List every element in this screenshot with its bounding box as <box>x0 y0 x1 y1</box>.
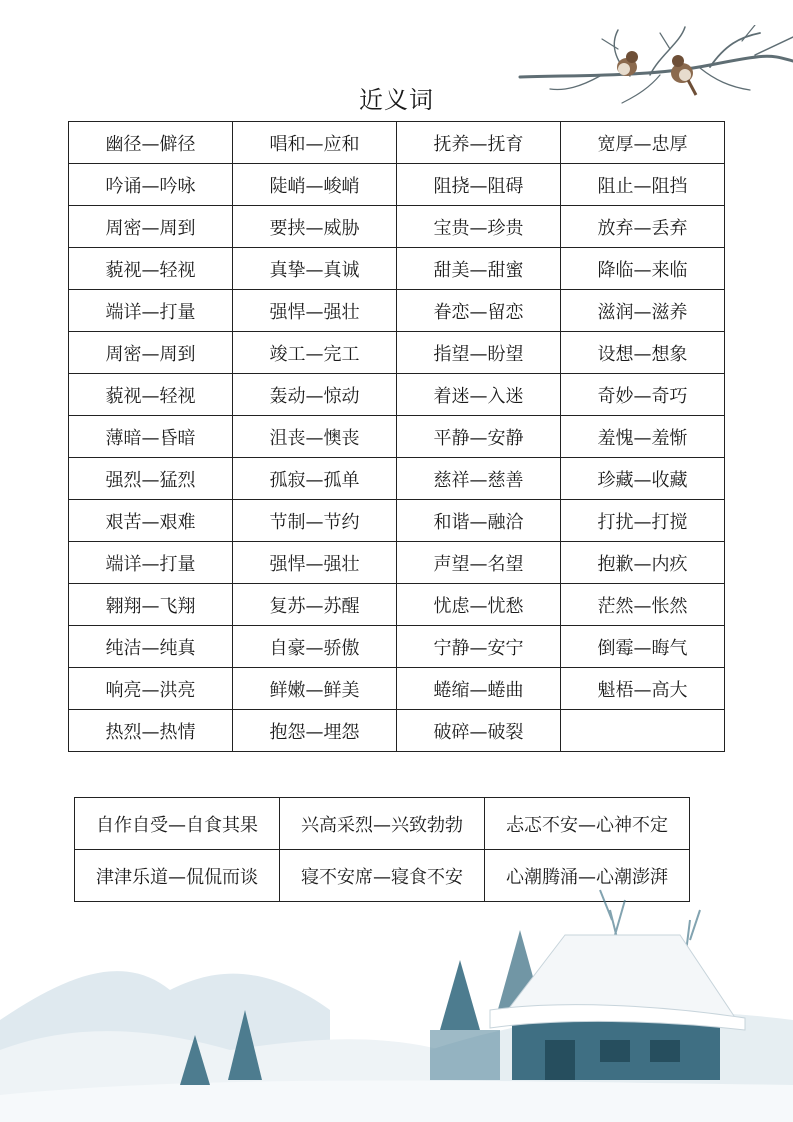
synonym-cell: 着迷—入迷 <box>397 374 561 416</box>
synonym-cell: 降临—来临 <box>561 248 725 290</box>
table-row <box>69 290 725 332</box>
synonym-cell: 响亮—洪亮 <box>69 668 233 710</box>
idiom-cell: 兴高采烈—兴致勃勃 <box>280 798 485 850</box>
synonym-cell: 倒霉—晦气 <box>561 626 725 668</box>
synonym-cell: 魁梧—高大 <box>561 668 725 710</box>
table-row <box>69 584 725 626</box>
synonym-cell: 周密—周到 <box>69 332 233 374</box>
table-row <box>69 332 725 374</box>
idiom-cell: 津津乐道—侃侃而谈 <box>75 850 280 902</box>
synonym-cell <box>561 710 725 752</box>
page-title: 近义词 <box>359 86 434 114</box>
synonym-cell: 要挟—威胁 <box>233 206 397 248</box>
table-row <box>69 374 725 416</box>
synonym-cell: 和谐—融洽 <box>397 500 561 542</box>
synonym-cell: 自豪—骄傲 <box>233 626 397 668</box>
idiom-cell: 自作自受—自食其果 <box>75 798 280 850</box>
synonym-cell: 眷恋—留恋 <box>397 290 561 332</box>
synonym-cell: 阻止—阻挡 <box>561 164 725 206</box>
synonym-cell: 抚养—抚育 <box>397 122 561 164</box>
synonym-cell: 打扰—打搅 <box>561 500 725 542</box>
idiom-cell: 心潮腾涌—心潮澎湃 <box>485 850 690 902</box>
synonym-cell: 吟诵—吟咏 <box>69 164 233 206</box>
table-row <box>69 206 725 248</box>
synonym-cell: 孤寂—孤单 <box>233 458 397 500</box>
synonym-cell: 节制—节约 <box>233 500 397 542</box>
synonym-cell: 沮丧—懊丧 <box>233 416 397 458</box>
synonym-cell: 声望—名望 <box>397 542 561 584</box>
synonym-cell: 设想—想象 <box>561 332 725 374</box>
synonym-cell: 抱歉—内疚 <box>561 542 725 584</box>
synonym-cell: 滋润—滋养 <box>561 290 725 332</box>
synonym-cell: 复苏—苏醒 <box>233 584 397 626</box>
table-row <box>69 542 725 584</box>
synonym-cell: 羞愧—羞惭 <box>561 416 725 458</box>
synonym-cell: 陡峭—峻峭 <box>233 164 397 206</box>
synonym-cell: 茫然—怅然 <box>561 584 725 626</box>
synonym-cell: 轰动—惊动 <box>233 374 397 416</box>
synonym-cell: 强烈—猛烈 <box>69 458 233 500</box>
table-row <box>69 710 725 752</box>
synonym-table <box>68 121 725 752</box>
synonym-cell: 薄暗—昏暗 <box>69 416 233 458</box>
synonym-cell: 端详—打量 <box>69 290 233 332</box>
table-row <box>69 626 725 668</box>
table-row <box>69 458 725 500</box>
table-row <box>69 668 725 710</box>
synonym-cell: 幽径—僻径 <box>69 122 233 164</box>
synonym-cell: 藐视—轻视 <box>69 374 233 416</box>
synonym-cell: 真挚—真诚 <box>233 248 397 290</box>
synonym-cell: 纯洁—纯真 <box>69 626 233 668</box>
synonym-cell: 蜷缩—蜷曲 <box>397 668 561 710</box>
synonym-cell: 鲜嫩—鲜美 <box>233 668 397 710</box>
synonym-cell: 端详—打量 <box>69 542 233 584</box>
synonym-cell: 宁静—安宁 <box>397 626 561 668</box>
synonym-cell: 抱怨—埋怨 <box>233 710 397 752</box>
idiom-cell: 忐忑不安—心神不定 <box>485 798 690 850</box>
table-row <box>69 500 725 542</box>
synonym-cell: 宝贵—珍贵 <box>397 206 561 248</box>
table-row <box>69 248 725 290</box>
synonym-cell: 强悍—强壮 <box>233 290 397 332</box>
synonym-cell: 放弃—丢弃 <box>561 206 725 248</box>
table-row <box>69 122 725 164</box>
synonym-cell: 破碎—破裂 <box>397 710 561 752</box>
synonym-cell: 热烈—热情 <box>69 710 233 752</box>
synonym-cell: 竣工—完工 <box>233 332 397 374</box>
synonym-cell: 甜美—甜蜜 <box>397 248 561 290</box>
synonym-cell: 强悍—强壮 <box>233 542 397 584</box>
synonym-cell: 阻挠—阻碍 <box>397 164 561 206</box>
table-row <box>69 416 725 458</box>
synonym-cell: 奇妙—奇巧 <box>561 374 725 416</box>
synonym-cell: 慈祥—慈善 <box>397 458 561 500</box>
table-row <box>69 164 725 206</box>
synonym-cell: 藐视—轻视 <box>69 248 233 290</box>
table-row <box>75 798 690 850</box>
synonym-cell: 周密—周到 <box>69 206 233 248</box>
synonym-cell: 翱翔—飞翔 <box>69 584 233 626</box>
synonym-cell: 艰苦—艰难 <box>69 500 233 542</box>
synonym-cell: 宽厚—忠厚 <box>561 122 725 164</box>
synonym-cell: 平静—安静 <box>397 416 561 458</box>
synonym-cell: 忧虑—忧愁 <box>397 584 561 626</box>
idiom-cell: 寝不安席—寝食不安 <box>280 850 485 902</box>
synonym-cell: 珍藏—收藏 <box>561 458 725 500</box>
snow-landscape-illustration <box>0 880 793 1122</box>
synonym-cell: 唱和—应和 <box>233 122 397 164</box>
synonym-cell: 指望—盼望 <box>397 332 561 374</box>
